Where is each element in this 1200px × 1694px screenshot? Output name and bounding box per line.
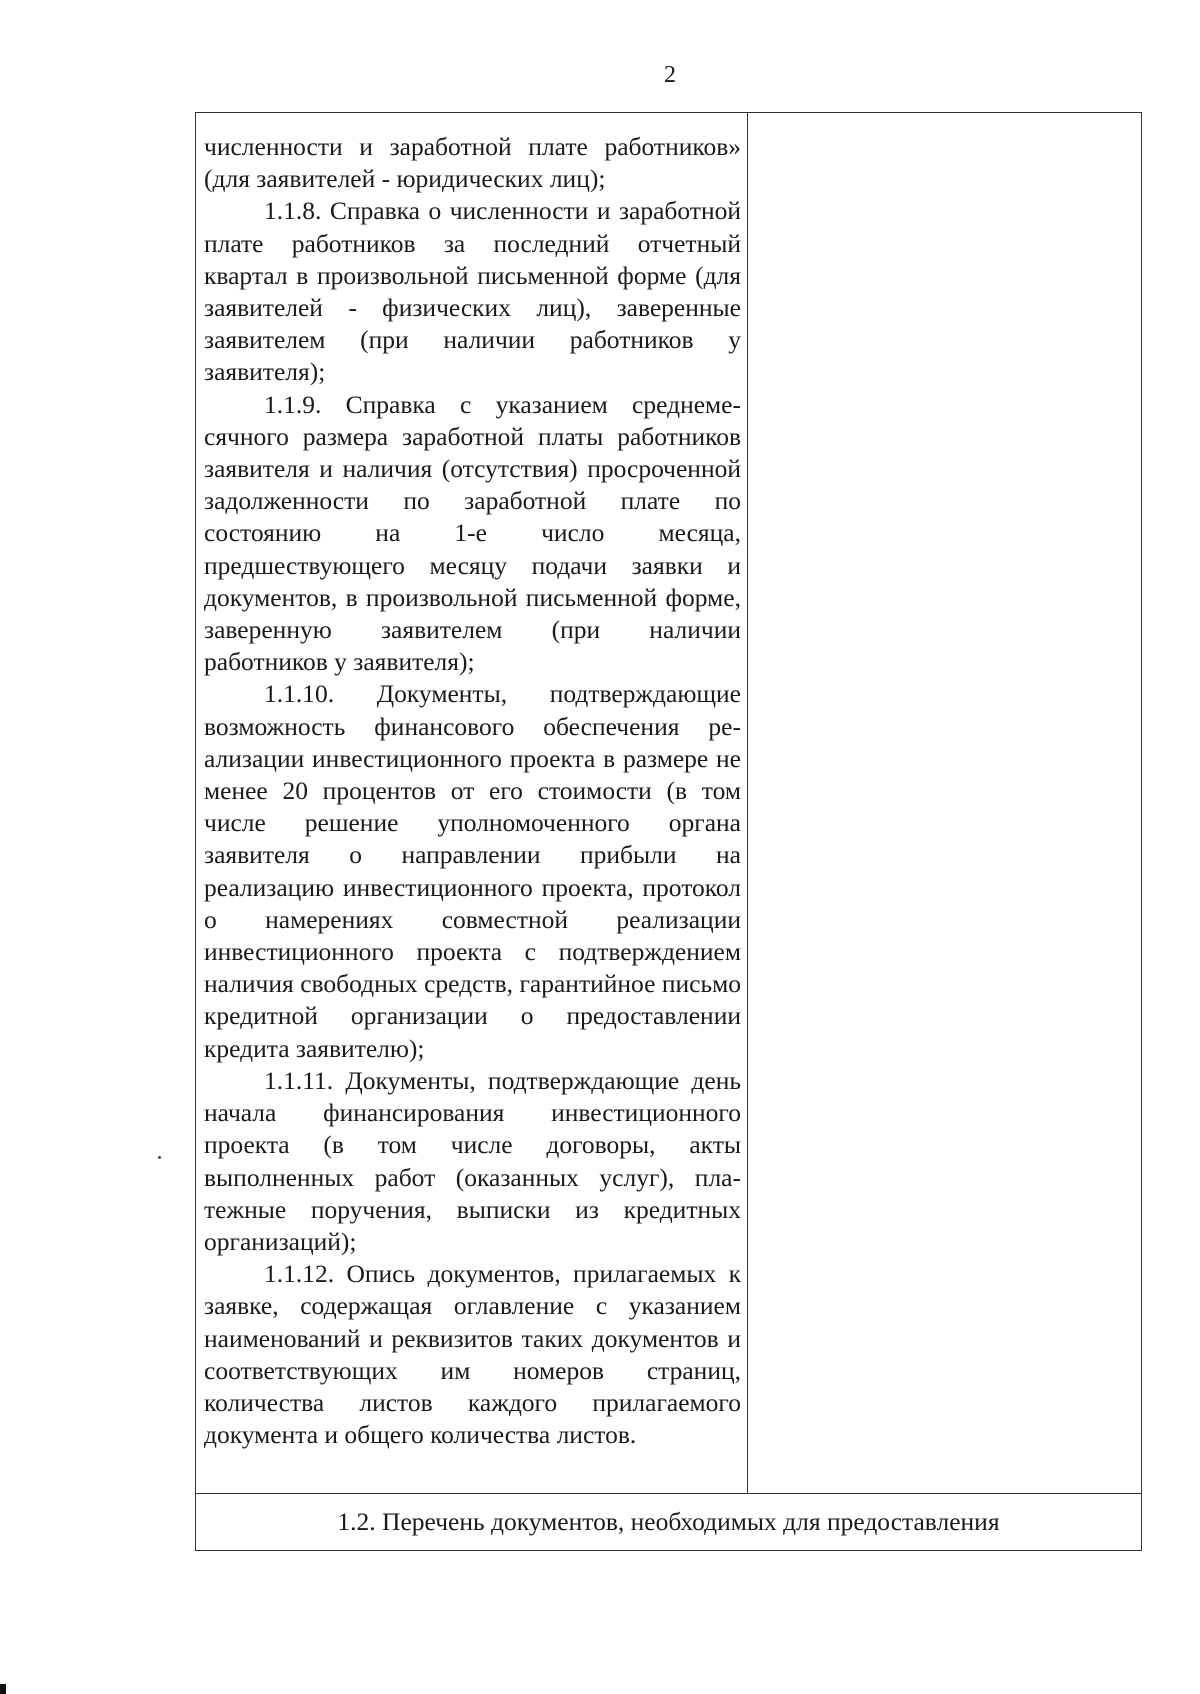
- paragraph-1-1-9: 1.1.9. Справка с указанием среднемесячного размера заработной платы работников заявителя и наличия (отсутствия) просроченной задолженности по заработной плате по состоянию на 1-е число месяца, предшествующего месяцу подачи заявки и документов, в произвольной письменной форме, заверенную заявителем (при наличии работников у заявителя);: [204, 389, 741, 677]
- table-cell-left: [196, 113, 748, 1494]
- paragraph-1-1-12: 1.1.12. Опись документов, прилагаемых к заявке, содержащая оглавление с указанием наименований и реквизитов таких документов и соответствующих им номеров страниц, количества листов каждого прилагаемого документа и общего количества листов.: [204, 1259, 741, 1450]
- scan-dot-mark: [158, 1156, 161, 1159]
- cell-text: [196, 113, 747, 1457]
- paragraph-1-1-8: 1.1.8. Справка о численности и заработной плате работников за последний отчетный квартал в произвольной письменной форме (для заявителей - физических лиц), заверенные заявителем (при наличии работников у заявителя);: [204, 196, 741, 387]
- section-heading: 1.2. Перечень документов, необходимых для предоставления: [196, 1494, 1142, 1551]
- table-row: [196, 113, 1142, 1494]
- paragraph-1-1-10: 1.1.10. Документы, подтверждающие возможность финансового обеспечения реализации инвестиционного проекта в размере не менее 20 процентов от его стоимости (в том числе решение уполномоченного органа заявителя о направлении прибыли на реализацию инвестиционного проекта, протокол о намерениях совместной реализации инвестиционного проекта с подтверждением наличия свободных средств, гарантийное письмо кредитной организации о предоставлении кредита заявителю);: [204, 679, 741, 1063]
- document-table: [195, 112, 1142, 1551]
- paragraph-1-1-11: 1.1.11. Документы, подтверждающие день начала финансирования инвестиционного проекта (в том числе договоры, акты выполненных работ (оказанных услуг), платежные поручения, выписки из кредитных организаций);: [204, 1065, 741, 1256]
- scan-corner-mark: [0, 1684, 6, 1694]
- page-number: 2: [664, 62, 676, 88]
- table-cell-right-empty: [748, 113, 1142, 1494]
- paragraph-continuation: численности и заработной плате работников» (для заявителей - юридических лиц);: [204, 132, 741, 194]
- table-row-heading: [196, 1494, 1142, 1551]
